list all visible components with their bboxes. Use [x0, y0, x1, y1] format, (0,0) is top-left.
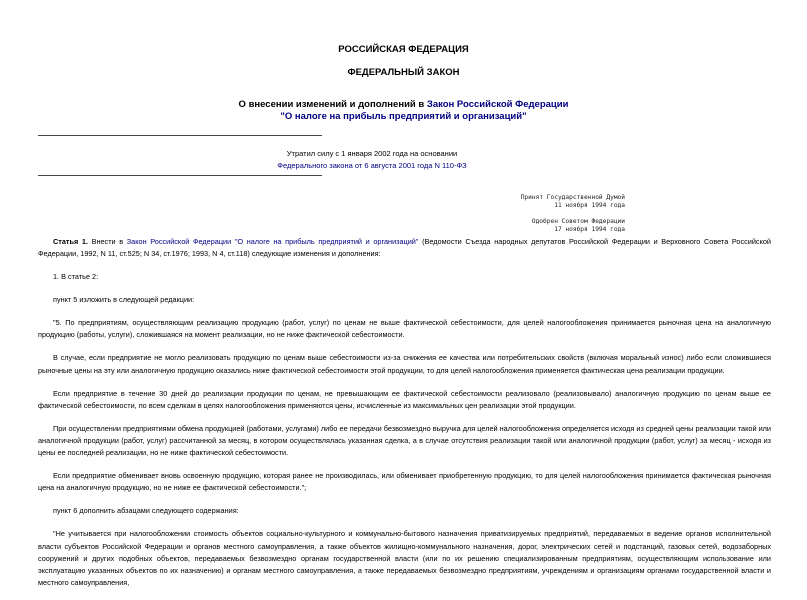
paragraph: пункт 5 изложить в следующей редакции:	[53, 295, 195, 305]
article-1-intro	[38, 236, 771, 260]
divider-bottom	[38, 175, 322, 176]
article-intro-text: Внести в	[87, 237, 127, 246]
law-title-link[interactable]: Закон Российской Федерации	[426, 99, 569, 110]
country-heading: РОССИЙСКАЯ ФЕДЕРАЦИЯ	[338, 44, 469, 55]
paragraph: "Не учитывается при налогообложении стоимость объектов социально-культурного и коммунально-бытового назначения приватизируемых предприятий, передаваемых в ведение органов исполнительной власти субъектов Российской Федерации и органов местного самоуправления, а также объектов жилищно-коммунального назначения, дорог, электрических сетей и подстанций, газовых сетей, водозаборных сооружений и других подобных объектов, передаваемых безвозмездно органам государственной власти (или по их решению специализированным предприятиям, осуществляющим использование или эксплуатацию указанных объектов по их назначению) и органам местного самоуправления, а также передаваемых безвозмездно предприятиям, учреждениям и организациям органами государственной власти и местного самоуправления,	[38, 529, 771, 588]
paragraph: При осуществлении предприятиями обмена продукцией (работами, услугами) либо ее передачи безвозмездно выручка для целей налогообложения определяется исходя из средней цены реализации такой или аналогичной продукции (работ, услуг) рассчитанной за месяц, в котором осуществлялась указанная сделка, а в случае отсутствия реализации такой или аналогичной продукции (работ, услуг) за месяц - исходя из цены ее последней реализации, но не ниже фактической себестоимости.	[38, 423, 771, 458]
paragraph: 1. В статье 2:	[53, 272, 99, 282]
law-title-line2[interactable]: "О налоге на прибыль предприятий и организаций"	[280, 111, 527, 122]
article-law-link[interactable]: Закон Российской Федерации "О налоге на прибыль предприятий и организаций"	[126, 237, 419, 246]
paragraph: Если предприятие обменивает вновь освоенную продукцию, которая ранее не производилась, или обменивает приобретенную продукцию, то для целей налогообложения принимается фактическая рыночная цена на аналогичную продукцию, но не ниже ее фактической себестоимости.";	[38, 471, 771, 493]
council-line2: 17 ноября 1994 года	[554, 226, 625, 233]
article-intro-rest: (Ведомости Съезда народных депутатов Российской Федерации и Верховного Совета Российской Федерации, 1992, N 11, ст.525; N 34, ст.1976; 1993, N 4, ст.118) следующие изменения и дополнения:	[38, 237, 771, 259]
duma-line2: 11 ноября 1994 года	[554, 202, 625, 209]
law-title-prefix: О внесении изменений и дополнений в	[238, 99, 427, 110]
article-label: Статья 1.	[53, 237, 88, 246]
repeal-notice-link[interactable]: Федерального закона от 6 августа 2001 года N 110-ФЗ	[277, 161, 467, 170]
law-body	[38, 236, 771, 600]
adoption-block	[465, 194, 625, 234]
paragraph: Если предприятие в течение 30 дней до реализации продукции по ценам, не превышающим ее фактической себестоимости реализовало (реализовывало) аналогичную продукцию по ценам выше ее фактической себестоимости, по всем сделкам в целях налогообложения применяются цены, исчисленные из максимальных цен реализации этой продукции.	[38, 388, 771, 410]
duma-line1: Принят Государственной Думой	[520, 194, 625, 201]
paragraph: "5. По предприятиям, осуществляющим реализацию продукцию (работ, услуг) по ценам не выше фактической себестоимости, для целей налогообложения принимается рыночная цена на аналогичную продукцию (работы, услуги), сложившаяся на момент реализации, но не ниже фактической себестоимости.	[38, 318, 771, 340]
repeal-notice-line1: Утратил силу с 1 января 2002 года на основании	[286, 149, 458, 158]
council-line1: Одобрен Советом Федерации	[531, 218, 625, 225]
paragraph: пункт 6 дополнить абзацами следующего содержания:	[53, 506, 239, 516]
divider-top	[38, 135, 322, 136]
repeal-notice	[232, 148, 512, 172]
law-title	[0, 99, 807, 123]
doc-type-heading: ФЕДЕРАЛЬНЫЙ ЗАКОН	[347, 67, 460, 78]
paragraph: В случае, если предприятие не могло реализовать продукцию по ценам выше себестоимости из-за снижения ее качества или потребительских свойств (включая моральный износ) либо если сложившиеся рыночные цены на эту или аналогичную продукцию оказались ниже фактической себестоимости этой продукции, то для целей налогообложения применяется фактическая цена реализации продукции.	[38, 353, 771, 375]
